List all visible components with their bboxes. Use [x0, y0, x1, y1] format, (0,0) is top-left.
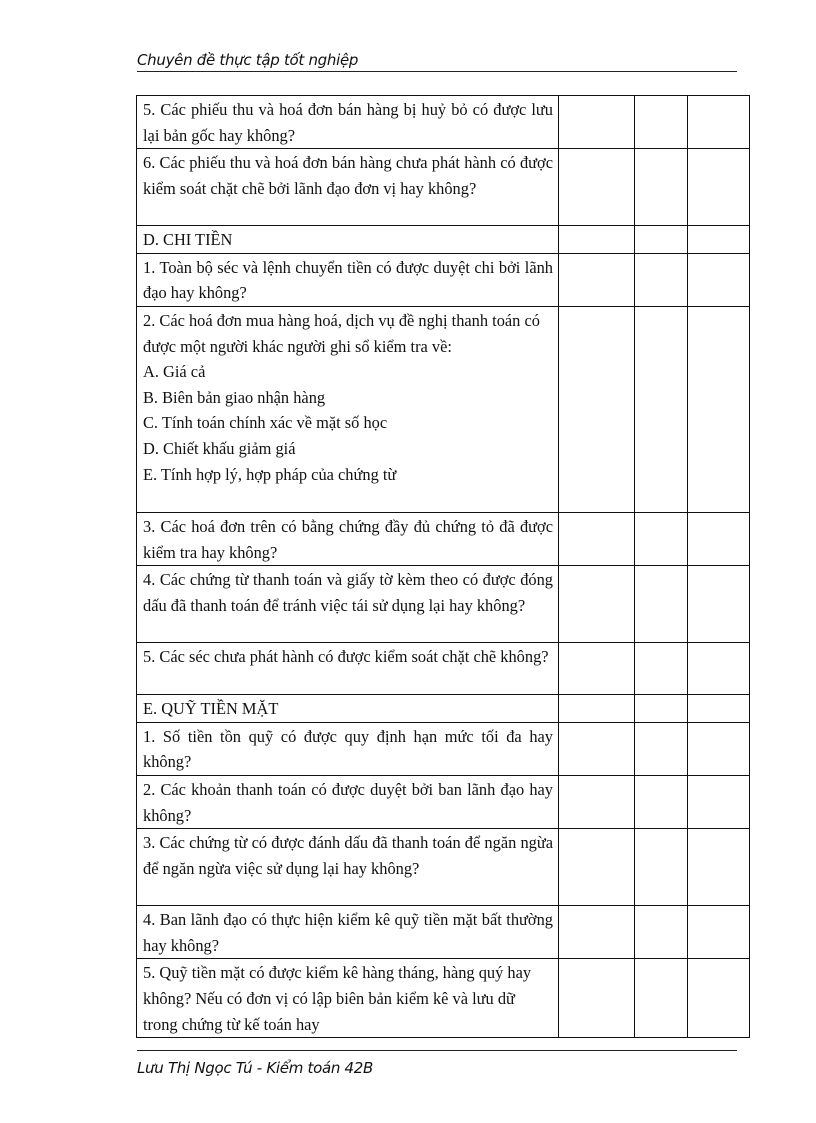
answer-cell-note — [688, 149, 750, 226]
table-row — [137, 96, 750, 149]
header-title: Chuyên đề thực tập tốt nghiệp — [137, 51, 359, 69]
answer-cell-no — [635, 775, 688, 828]
answer-cell-note — [688, 253, 750, 306]
answer-cell-yes — [559, 829, 635, 906]
table-row — [137, 306, 750, 512]
table-row — [137, 829, 750, 906]
answer-cell-yes — [559, 149, 635, 226]
section-heading: D. CHI TIỀN — [137, 226, 559, 254]
answer-cell-note — [688, 959, 750, 1038]
answer-cell-yes — [559, 722, 635, 775]
question-intro: 2. Các hoá đơn mua hàng hoá, dịch vụ đề nghị thanh toán có được một người khác người ghi sổ kiểm tra về: — [143, 310, 540, 356]
answer-cell-note — [688, 906, 750, 959]
answer-cell-no — [635, 566, 688, 643]
question-cell — [137, 306, 559, 512]
answer-cell-no — [635, 512, 688, 565]
question-cell: 5. Các phiếu thu và hoá đơn bán hàng bị huỷ bỏ có được lưu lại bản gốc hay không? — [137, 96, 559, 149]
table-row — [137, 149, 750, 226]
page-header — [137, 49, 737, 72]
question-cell: 2. Các khoản thanh toán có được duyệt bởi ban lãnh đạo hay không? — [137, 775, 559, 828]
answer-cell-note — [688, 226, 750, 254]
answer-cell-no — [635, 306, 688, 512]
table-row — [137, 959, 750, 1038]
answer-cell-yes — [559, 253, 635, 306]
list-item: A. Giá cả — [143, 362, 206, 382]
table-row — [137, 512, 750, 565]
answer-cell-note — [688, 566, 750, 643]
table-row — [137, 906, 750, 959]
section-heading-row — [137, 226, 750, 254]
answer-cell-note — [688, 512, 750, 565]
answer-cell-yes — [559, 226, 635, 254]
answer-cell-note — [688, 643, 750, 695]
answer-cell-no — [635, 695, 688, 723]
answer-cell-no — [635, 643, 688, 695]
answer-cell-note — [688, 829, 750, 906]
answer-cell-note — [688, 306, 750, 512]
answer-cell-note — [688, 695, 750, 723]
answer-cell-yes — [559, 959, 635, 1038]
list-item: E. Tính hợp lý, hợp pháp của chứng từ — [143, 464, 397, 484]
list-item: B. Biên bản giao nhận hàng — [143, 387, 326, 407]
answer-cell-no — [635, 722, 688, 775]
answer-cell-yes — [559, 96, 635, 149]
table-row — [137, 722, 750, 775]
question-cell: 4. Các chứng từ thanh toán và giấy tờ kèm theo có được đóng dấu đã thanh toán để tránh việc tái sử dụng lại hay không? — [137, 566, 559, 643]
answer-cell-no — [635, 96, 688, 149]
answer-cell-no — [635, 149, 688, 226]
question-cell: 3. Các hoá đơn trên có bằng chứng đầy đủ chứng tỏ đã được kiểm tra hay không? — [137, 512, 559, 565]
section-heading-row — [137, 695, 750, 723]
answer-cell-yes — [559, 775, 635, 828]
answer-cell-note — [688, 722, 750, 775]
table-row — [137, 566, 750, 643]
answer-cell-note — [688, 775, 750, 828]
answer-cell-yes — [559, 566, 635, 643]
question-cell: 3. Các chứng từ có được đánh dấu đã thanh toán để ngăn ngừa để ngăn ngừa việc sử dụng lại hay không? — [137, 829, 559, 906]
question-cell: 4. Ban lãnh đạo có thực hiện kiểm kê quỹ tiền mặt bất thường hay không? — [137, 906, 559, 959]
table-row — [137, 775, 750, 828]
answer-cell-yes — [559, 906, 635, 959]
answer-cell-yes — [559, 695, 635, 723]
footer-author: Lưu Thị Ngọc Tú - Kiểm toán 42B — [137, 1059, 374, 1077]
table-row — [137, 253, 750, 306]
answer-cell-no — [635, 226, 688, 254]
question-cell: 6. Các phiếu thu và hoá đơn bán hàng chưa phát hành có được kiểm soát chặt chẽ bởi lãnh đạo đơn vị hay không? — [137, 149, 559, 226]
answer-cell-no — [635, 253, 688, 306]
question-cell: 5. Quỹ tiền mặt có được kiểm kê hàng tháng, hàng quý hay không? Nếu có đơn vị có lập biên bản kiểm kê và lưu dữ trong chứng từ kế toán hay — [137, 959, 559, 1038]
page-footer — [137, 1050, 737, 1079]
question-cell: 5. Các séc chưa phát hành có được kiểm soát chặt chẽ không? — [137, 643, 559, 695]
list-item: D. Chiết khấu giảm giá — [143, 438, 296, 458]
audit-checklist-table — [136, 95, 750, 1038]
table-row — [137, 643, 750, 695]
answer-cell-yes — [559, 643, 635, 695]
answer-cell-no — [635, 959, 688, 1038]
answer-cell-yes — [559, 512, 635, 565]
answer-cell-no — [635, 829, 688, 906]
question-cell: 1. Toàn bộ séc và lệnh chuyển tiền có được duyệt chi bởi lãnh đạo hay không? — [137, 253, 559, 306]
answer-cell-yes — [559, 306, 635, 512]
list-item: C. Tính toán chính xác về mặt số học — [143, 413, 388, 433]
answer-cell-note — [688, 96, 750, 149]
answer-cell-no — [635, 906, 688, 959]
section-heading: E. QUỸ TIỀN MẶT — [137, 695, 559, 723]
question-cell: 1. Số tiền tồn quỹ có được quy định hạn mức tối đa hay không? — [137, 722, 559, 775]
